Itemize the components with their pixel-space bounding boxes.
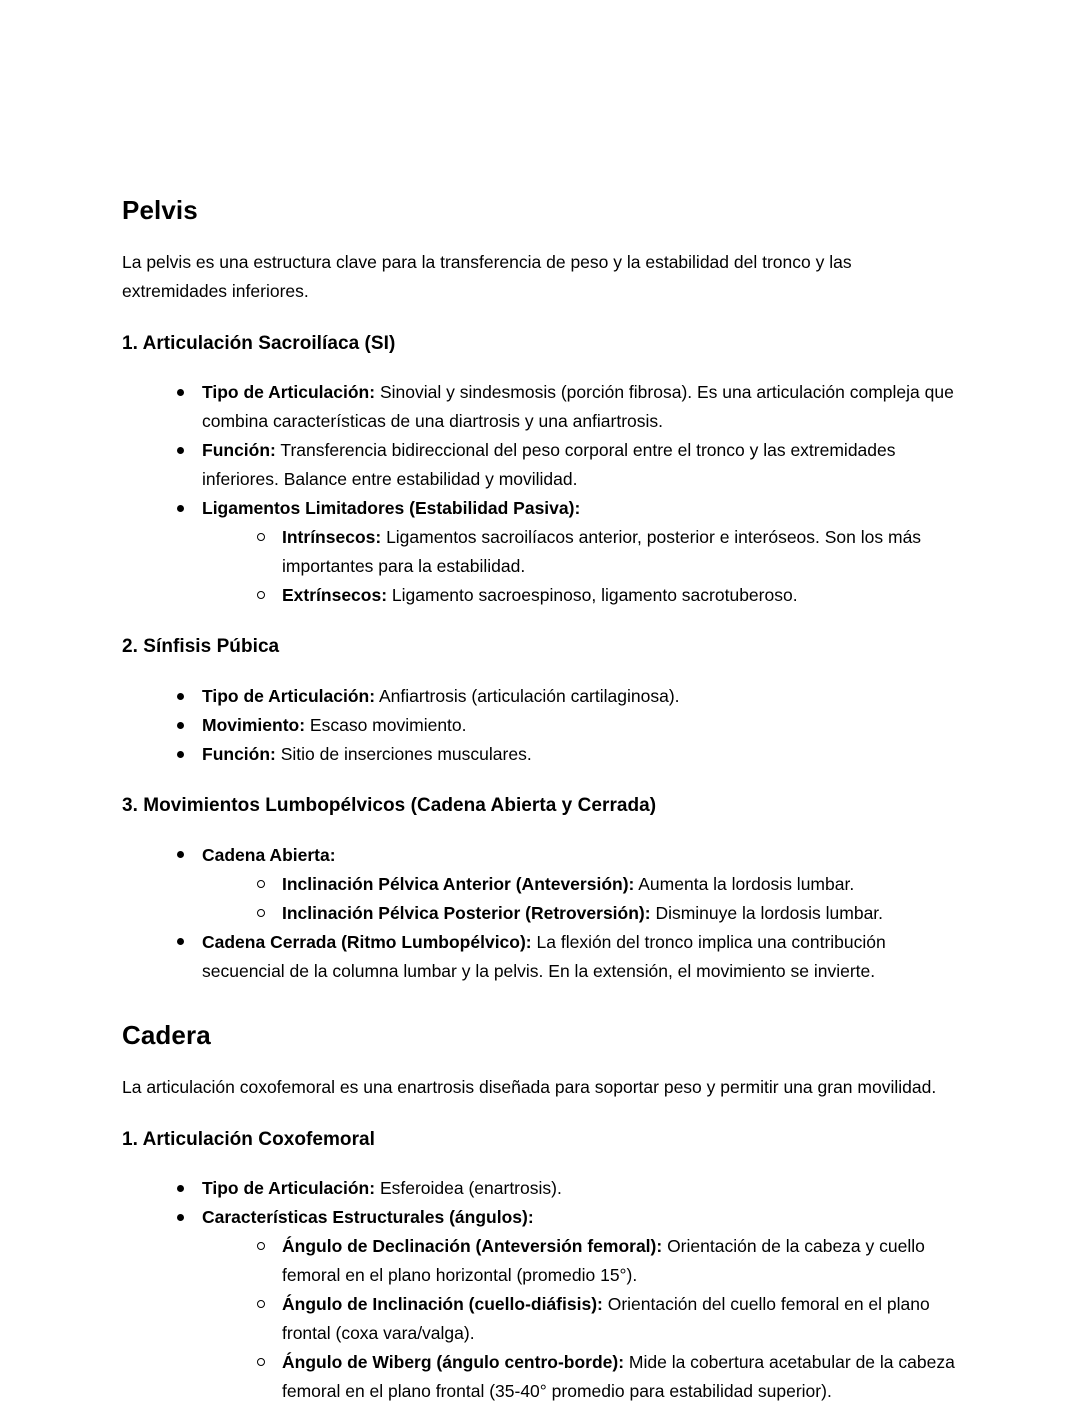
disc-bullet-icon xyxy=(177,841,197,870)
list-item-label: Tipo de Articulación: xyxy=(202,686,376,707)
list-item-content xyxy=(202,498,580,518)
list-item-label: Ángulo de Wiberg (ángulo centro-borde): xyxy=(282,1352,625,1373)
list-item-content xyxy=(282,903,883,923)
list-item-label: Movimiento: xyxy=(202,715,306,736)
spacer xyxy=(122,659,958,682)
spacer xyxy=(122,986,958,1020)
circle-bullet-icon xyxy=(257,581,277,610)
list-item-content xyxy=(202,686,680,706)
list-item-label: Tipo de Articulación: xyxy=(202,382,376,403)
list-item-content xyxy=(282,1352,955,1401)
circle-bullet-icon xyxy=(257,1348,277,1377)
spacer xyxy=(122,1151,958,1174)
list-item-label: Tipo de Articulación: xyxy=(202,1178,376,1199)
spacer xyxy=(122,1102,958,1128)
spacer xyxy=(122,355,958,378)
list-item-text: Esferoidea (enartrosis). xyxy=(375,1178,562,1199)
list-item-text: Aumenta la lordosis lumbar. xyxy=(634,873,855,894)
list-item xyxy=(177,1174,958,1203)
list-item-text: Sitio de inserciones musculares. xyxy=(275,744,532,765)
list-item-content xyxy=(202,715,467,735)
subsection-heading: 3. Movimientos Lumbopélvicos (Cadena Abierta y Cerrada) xyxy=(122,795,657,817)
disc-bullet-icon xyxy=(177,378,197,407)
circle-bullet-icon xyxy=(257,870,277,899)
list-item-text: Mide la cobertura acetabular de la cabeza femoral en el plano frontal (35-40° promedio para estabilidad superior). xyxy=(282,1352,955,1402)
list-item-text: La flexión del tronco implica una contribución secuencial de la columna lumbar y la pelvis. En la extensión, el movimiento se invierte. xyxy=(202,931,886,981)
list-item-content xyxy=(282,1294,930,1343)
list-item-text: Anfiartrosis (articulación cartilaginosa). xyxy=(375,686,680,707)
list-item-label: Inclinación Pélvica Anterior (Anteversión): xyxy=(282,873,635,894)
sub-list-item xyxy=(257,1232,958,1290)
list-item-text: Transferencia bidireccional del peso corporal entre el tronco y las extremidades inferiores. Balance entre estabilidad y movilidad. xyxy=(202,440,896,490)
sub-list-item xyxy=(257,1348,958,1406)
list-item-label: Ángulo de Declinación (Anteversión femoral): xyxy=(282,1236,663,1257)
list-item-text: Ligamento sacroespinoso, ligamento sacrotuberoso. xyxy=(387,585,798,606)
section-heading: Pelvis xyxy=(122,195,198,225)
section-heading: Cadera xyxy=(122,1019,211,1050)
subsection-list xyxy=(122,841,958,986)
list-item xyxy=(177,494,958,610)
list-item-label: Ángulo de Inclinación (cuello-diáfisis): xyxy=(282,1294,603,1315)
list-item xyxy=(177,436,958,494)
list-item-label: Extrínsecos: xyxy=(282,585,388,606)
disc-bullet-icon xyxy=(177,740,197,769)
list-item-content xyxy=(282,1236,925,1285)
subsection-heading: 1. Articulación Coxofemoral xyxy=(122,1128,375,1150)
list-item xyxy=(177,928,958,986)
list-item-label: Características Estructurales (ángulos): xyxy=(202,1207,534,1228)
disc-bullet-icon xyxy=(177,1174,197,1203)
section-intro-paragraph: La pelvis es una estructura clave para la transferencia de peso y la estabilidad del tronco y las extremidades inferiores. xyxy=(122,251,852,301)
sub-list-item xyxy=(257,523,958,581)
list-item-label: Función: xyxy=(202,744,276,765)
spacer xyxy=(122,1051,958,1073)
list-item-content xyxy=(282,527,921,576)
list-item-text: Orientación de la cabeza y cuello femoral en el plano horizontal (promedio 15°). xyxy=(282,1236,925,1286)
list-item-text: Sinovial y sindesmosis (porción fibrosa). Es una articulación compleja que combina características de una diartrosis y una anfiartrosis. xyxy=(202,382,954,432)
subsection-heading: 2. Sínfisis Púbica xyxy=(122,636,280,658)
list-item xyxy=(177,1203,958,1406)
subsection-list xyxy=(122,682,958,769)
sub-list-item xyxy=(257,581,958,610)
list-item-content xyxy=(282,874,854,894)
sub-list xyxy=(202,870,958,928)
list-item-content xyxy=(202,1178,562,1198)
sub-list xyxy=(202,523,958,610)
list-item-content xyxy=(202,845,336,865)
list-item-text: Escaso movimiento. xyxy=(305,715,467,736)
sub-list-item xyxy=(257,899,958,928)
sub-list-item xyxy=(257,870,958,899)
list-item-text: Ligamentos sacroilíacos anterior, posterior e interóseos. Son los más importantes para la estabilidad. xyxy=(282,527,922,577)
disc-bullet-icon xyxy=(177,1203,197,1232)
circle-bullet-icon xyxy=(257,523,277,552)
list-item-content xyxy=(202,932,886,981)
sub-list xyxy=(202,1232,958,1406)
spacer xyxy=(122,226,958,248)
list-item-text: Orientación del cuello femoral en el plano frontal (coxa vara/valga). xyxy=(282,1294,930,1344)
list-item-label: Inclinación Pélvica Posterior (Retroversión): xyxy=(282,902,651,923)
list-item xyxy=(177,740,958,769)
list-item xyxy=(177,711,958,740)
list-item-label: Intrínsecos: xyxy=(282,527,382,548)
list-item-content xyxy=(282,585,798,605)
list-item-label: Cadena Abierta: xyxy=(202,844,336,865)
disc-bullet-icon xyxy=(177,436,197,465)
spacer xyxy=(122,769,958,794)
spacer xyxy=(122,306,958,332)
list-item-content xyxy=(202,1207,534,1227)
list-item xyxy=(177,378,958,436)
spacer xyxy=(122,610,958,635)
disc-bullet-icon xyxy=(177,494,197,523)
list-item-text: Disminuye la lordosis lumbar. xyxy=(650,902,884,923)
disc-bullet-icon xyxy=(177,928,197,957)
list-item-content xyxy=(202,440,896,489)
list-item-content xyxy=(202,382,954,431)
circle-bullet-icon xyxy=(257,899,277,928)
circle-bullet-icon xyxy=(257,1232,277,1261)
disc-bullet-icon xyxy=(177,711,197,740)
list-item xyxy=(177,841,958,928)
list-item-label: Función: xyxy=(202,440,276,461)
list-item xyxy=(177,682,958,711)
circle-bullet-icon xyxy=(257,1290,277,1319)
list-item-label: Cadena Cerrada (Ritmo Lumbopélvico): xyxy=(202,931,532,952)
subsection-list xyxy=(122,378,958,610)
spacer xyxy=(122,818,958,841)
list-item-label: Ligamentos Limitadores (Estabilidad Pasiva): xyxy=(202,498,581,519)
subsection-heading: 1. Articulación Sacroilíaca (SI) xyxy=(122,332,396,354)
disc-bullet-icon xyxy=(177,682,197,711)
sub-list-item xyxy=(257,1290,958,1348)
section-intro-paragraph: La articulación coxofemoral es una enartrosis diseñada para soportar peso y permitir una gran movilidad. xyxy=(122,1076,937,1097)
subsection-list xyxy=(122,1174,958,1406)
list-item-content xyxy=(202,744,532,764)
document-body xyxy=(122,195,958,1406)
